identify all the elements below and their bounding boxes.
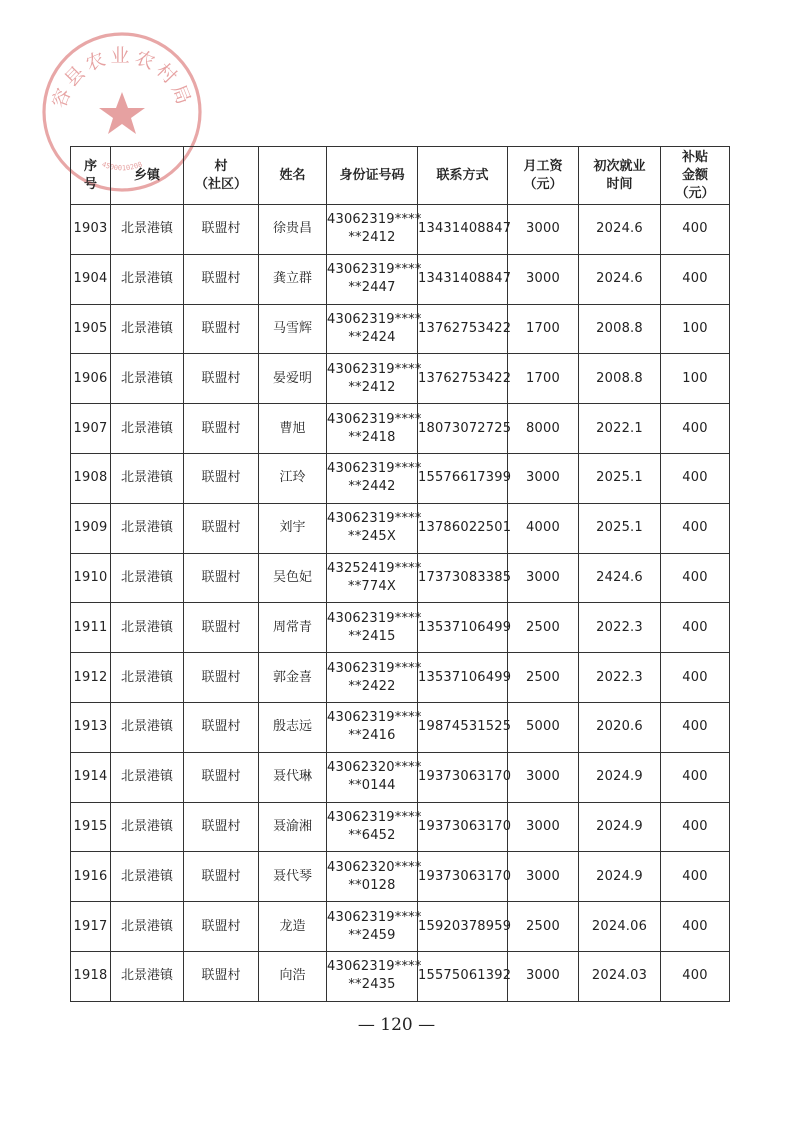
cell-village: 联盟村 [184,254,259,304]
cell-start: 2024.6 [579,205,661,255]
cell-phone: 13431408847 [418,254,508,304]
cell-name: 周常青 [259,603,327,653]
seal-star [99,92,145,134]
cell-start: 2008.8 [579,304,661,354]
cell-name: 徐贵昌 [259,205,327,255]
cell-town: 北景港镇 [111,205,184,255]
cell-id: 43062320**** **0128 [327,852,418,902]
table-row [71,852,730,902]
cell-town: 北景港镇 [111,553,184,603]
cell-village: 联盟村 [184,503,259,553]
cell-subsidy: 400 [661,404,730,454]
cell-village: 联盟村 [184,304,259,354]
page-number: — 120 — [357,1015,436,1035]
cell-phone: 19373063170 [418,752,508,802]
cell-seq: 1911 [71,603,111,653]
header-start: 初次就业 时间 [579,147,661,205]
cell-phone: 17373083385 [418,553,508,603]
cell-id: 43062319**** **2442 [327,453,418,503]
cell-start: 2424.6 [579,553,661,603]
cell-wage: 3000 [508,852,579,902]
cell-seq: 1905 [71,304,111,354]
table-row [71,951,730,1001]
cell-seq: 1910 [71,553,111,603]
cell-town: 北景港镇 [111,404,184,454]
cell-start: 2024.6 [579,254,661,304]
cell-seq: 1907 [71,404,111,454]
cell-wage: 3000 [508,802,579,852]
cell-phone: 15575061392 [418,951,508,1001]
cell-town: 北景港镇 [111,254,184,304]
cell-village: 联盟村 [184,205,259,255]
cell-start: 2022.1 [579,404,661,454]
cell-town: 北景港镇 [111,702,184,752]
cell-id: 43062319**** **2422 [327,653,418,703]
cell-subsidy: 400 [661,503,730,553]
cell-seq: 1912 [71,653,111,703]
header-village: 村 （社区） [184,147,259,205]
table-row [71,254,730,304]
cell-id: 43062319**** **2435 [327,951,418,1001]
header-town: 乡镇 [111,147,184,205]
cell-wage: 2500 [508,603,579,653]
cell-subsidy: 100 [661,304,730,354]
cell-village: 联盟村 [184,951,259,1001]
cell-wage: 4000 [508,503,579,553]
cell-town: 北景港镇 [111,951,184,1001]
cell-id: 43062319**** **6452 [327,802,418,852]
cell-seq: 1903 [71,205,111,255]
cell-name: 郭金喜 [259,653,327,703]
cell-subsidy: 400 [661,702,730,752]
cell-phone: 15920378959 [418,902,508,952]
cell-wage: 5000 [508,702,579,752]
cell-id: 43062319**** **245X [327,503,418,553]
cell-id: 43062319**** **2418 [327,404,418,454]
cell-village: 联盟村 [184,702,259,752]
cell-name: 龙造 [259,902,327,952]
cell-town: 北景港镇 [111,503,184,553]
table-row [71,453,730,503]
cell-subsidy: 400 [661,951,730,1001]
cell-name: 江玲 [259,453,327,503]
table-body [71,205,730,1002]
cell-id: 43062319**** **2415 [327,603,418,653]
cell-subsidy: 400 [661,752,730,802]
cell-village: 联盟村 [184,852,259,902]
cell-name: 聂代琴 [259,852,327,902]
cell-start: 2008.8 [579,354,661,404]
cell-town: 北景港镇 [111,752,184,802]
cell-seq: 1908 [71,453,111,503]
cell-wage: 3000 [508,752,579,802]
header-id: 身份证号码 [327,147,418,205]
cell-town: 北景港镇 [111,902,184,952]
table-row [71,354,730,404]
table-row [71,205,730,255]
cell-start: 2024.06 [579,902,661,952]
cell-village: 联盟村 [184,354,259,404]
cell-start: 2024.9 [579,852,661,902]
cell-seq: 1916 [71,852,111,902]
cell-phone: 13537106499 [418,603,508,653]
table-row [71,702,730,752]
cell-subsidy: 400 [661,205,730,255]
cell-start: 2025.1 [579,453,661,503]
cell-phone: 13431408847 [418,205,508,255]
cell-seq: 1917 [71,902,111,952]
cell-name: 聂渝湘 [259,802,327,852]
cell-subsidy: 400 [661,653,730,703]
cell-village: 联盟村 [184,802,259,852]
cell-id: 43062319**** **2459 [327,902,418,952]
cell-start: 2024.9 [579,802,661,852]
cell-wage: 1700 [508,304,579,354]
cell-name: 殷志远 [259,702,327,752]
cell-seq: 1913 [71,702,111,752]
cell-village: 联盟村 [184,653,259,703]
table-row [71,503,730,553]
cell-village: 联盟村 [184,603,259,653]
cell-town: 北景港镇 [111,354,184,404]
cell-phone: 19373063170 [418,852,508,902]
cell-name: 马雪辉 [259,304,327,354]
cell-town: 北景港镇 [111,603,184,653]
cell-subsidy: 400 [661,603,730,653]
cell-id: 43062319**** **2412 [327,354,418,404]
cell-phone: 13537106499 [418,653,508,703]
header-name: 姓名 [259,147,327,205]
cell-village: 联盟村 [184,404,259,454]
header-row [71,147,730,205]
cell-village: 联盟村 [184,902,259,952]
cell-seq: 1906 [71,354,111,404]
cell-phone: 13762753422 [418,354,508,404]
table-row [71,802,730,852]
header-seq: 序 号 [71,147,111,205]
table-row [71,553,730,603]
cell-phone: 13762753422 [418,304,508,354]
table-row [71,304,730,354]
cell-name: 曹旭 [259,404,327,454]
cell-town: 北景港镇 [111,304,184,354]
cell-wage: 3000 [508,254,579,304]
cell-seq: 1915 [71,802,111,852]
cell-id: 43062319**** **2424 [327,304,418,354]
cell-seq: 1909 [71,503,111,553]
cell-subsidy: 400 [661,902,730,952]
cell-name: 聂代琳 [259,752,327,802]
cell-subsidy: 400 [661,802,730,852]
cell-subsidy: 400 [661,852,730,902]
cell-subsidy: 400 [661,553,730,603]
cell-wage: 3000 [508,553,579,603]
table-row [71,404,730,454]
cell-subsidy: 400 [661,254,730,304]
table-row [71,752,730,802]
cell-seq: 1904 [71,254,111,304]
cell-wage: 2500 [508,653,579,703]
cell-wage: 3000 [508,205,579,255]
cell-name: 吴色妃 [259,553,327,603]
seal-bottom-text: 4500010208 [100,160,144,173]
cell-town: 北景港镇 [111,453,184,503]
cell-name: 向浩 [259,951,327,1001]
table-row [71,653,730,703]
cell-name: 晏爱明 [259,354,327,404]
cell-id: 43062319**** **2416 [327,702,418,752]
cell-town: 北景港镇 [111,653,184,703]
cell-village: 联盟村 [184,453,259,503]
cell-start: 2025.1 [579,503,661,553]
table-row [71,603,730,653]
cell-wage: 1700 [508,354,579,404]
cell-phone: 18073072725 [418,404,508,454]
cell-village: 联盟村 [184,553,259,603]
cell-start: 2024.03 [579,951,661,1001]
cell-start: 2022.3 [579,653,661,703]
cell-id: 43062319**** **2447 [327,254,418,304]
cell-seq: 1918 [71,951,111,1001]
cell-wage: 8000 [508,404,579,454]
cell-wage: 3000 [508,951,579,1001]
cell-start: 2020.6 [579,702,661,752]
cell-id: 43252419**** **774X [327,553,418,603]
cell-subsidy: 400 [661,453,730,503]
cell-wage: 3000 [508,453,579,503]
cell-wage: 2500 [508,902,579,952]
cell-name: 龚立群 [259,254,327,304]
cell-name: 刘宇 [259,503,327,553]
header-subsidy: 补贴 金额 （元） [661,147,730,205]
cell-town: 北景港镇 [111,852,184,902]
cell-id: 43062320**** **0144 [327,752,418,802]
table-row [71,902,730,952]
cell-phone: 19373063170 [418,802,508,852]
subsidy-table [70,146,730,1002]
cell-id: 43062319**** **2412 [327,205,418,255]
cell-phone: 13786022501 [418,503,508,553]
header-phone: 联系方式 [418,147,508,205]
cell-phone: 19874531525 [418,702,508,752]
cell-subsidy: 100 [661,354,730,404]
cell-start: 2024.9 [579,752,661,802]
cell-seq: 1914 [71,752,111,802]
seal-top-text: 容县农业农村局 [48,44,196,112]
cell-phone: 15576617399 [418,453,508,503]
header-wage: 月工资 （元） [508,147,579,205]
cell-town: 北景港镇 [111,802,184,852]
cell-village: 联盟村 [184,752,259,802]
cell-start: 2022.3 [579,603,661,653]
